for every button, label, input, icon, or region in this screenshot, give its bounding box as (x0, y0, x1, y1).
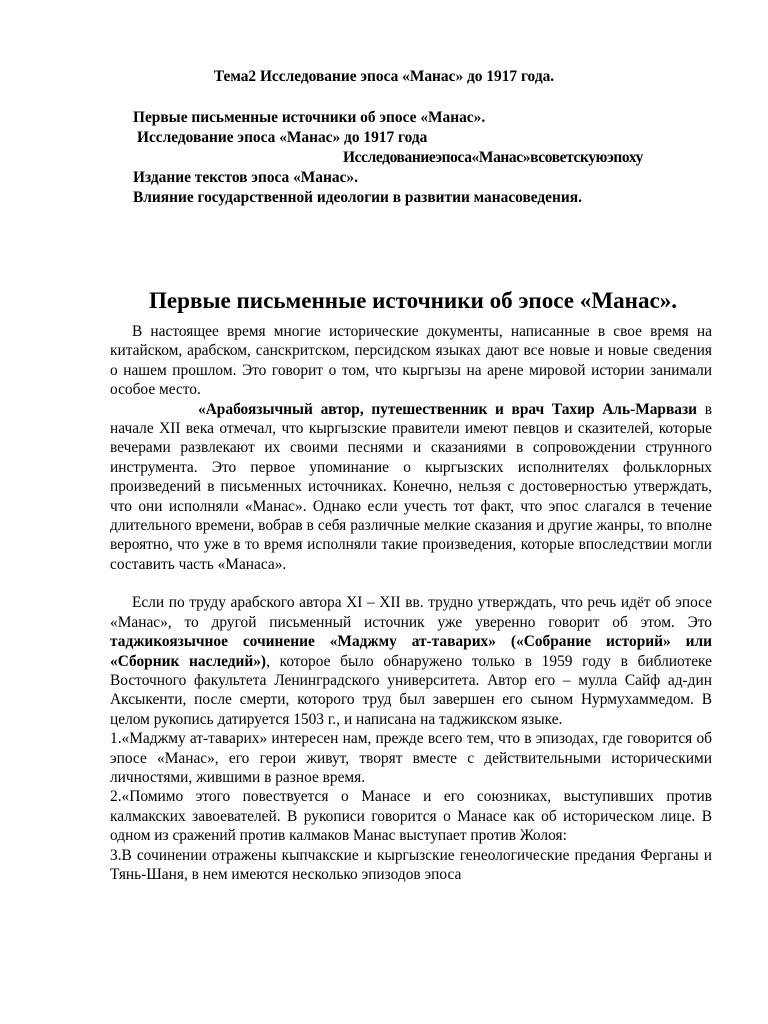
topic-outline (0, 108, 768, 208)
bold-text: «Арабоязычный автор, путешественник и врач Тахир Аль-Марвази (198, 400, 698, 418)
section-title: Первые письменные источники об эпосе «Манас». (148, 287, 678, 313)
numbered-item: 3.В сочинении отражены кыпчакские и кыргызские генеологические предания Ферганы и Тянь-Шаня, в нем имеются несколько эпизодов эпоса (110, 846, 712, 883)
document-title: Тема2 Исследование эпоса «Манас» до 1917 года. (213, 68, 555, 85)
outline-item: Исследованиеэпоса«Манас»всоветскуюэпоху (343, 149, 643, 166)
numbered-item: 2.«Помимо этого повествуется о Манасе и его союзниках, выступивших против калмакских завоевателей. В рукописи говорится о Манасе как об историческом лице. В одном из сражений против калмаков Манас выступает против Жолоя: (110, 788, 712, 845)
outline-item: Издание текстов эпоса «Манас». (133, 169, 358, 186)
paragraph-text: в начале XII века отмечал, что кыргызские правители имеют певцов и сказителей, которые вечерами развлекают их своими песнями и сказаниями в сопровождении струнного инструмента. Это первое упоминание о кыргызских исполнителях фольклорных произведений в письменных источниках. Конечно, нельзя с достоверностью утверждать, что они исполняли «Манас». Однако если учесть тот факт, что эпос слагался в течение длительного времени, вобрав в себя различные мелкие сказания и другие жанры, то вполне вероятно, что уже в то время исполняли такие произведения, которые впоследствии могли составить часть «Манаса». (110, 400, 713, 573)
paragraph (110, 593, 712, 729)
paragraph-text: Если по труду арабского автора XI – XII вв. трудно утверждать, что речь идёт об эпосе «Манас», то другой письменный источник уже уверенно говорит об этом. Это (110, 594, 712, 631)
paragraph-text: , которое было обнаружено только в 1959 году в библиотеке Восточного факультета Ленинградского университета. Автор его – мулла Сайф ад-дин Аксыкенти, после смерти, которого труд был завершен его сыном Нурмухаммедом. В целом рукопись датируется 1503 г., и написана на таджикском языке. (110, 652, 712, 728)
outline-item: Исследование эпоса «Манас» до 1917 года (137, 129, 428, 146)
paragraph (110, 400, 712, 575)
outline-item: Первые письменные источники об эпосе «Манас». (133, 109, 486, 126)
document-body (110, 322, 712, 884)
outline-item: Влияние государственной идеологии в развитии манасоведения. (133, 189, 582, 206)
numbered-item: 1.«Маджму ат-таварих» интересен нам, прежде всего тем, что в эпизодах, где говорится об эпосе «Манас», его герои живут, творят вместе с действительными историческими личностями, жившими в разное время. (110, 730, 712, 786)
bold-text: таджикоязычное сочинение «Маджму ат-таварих» («Собрание историй» или «Сборник наследий») (110, 633, 712, 670)
paragraph: В настоящее время многие исторические документы, написанные в свое время на китайском, арабском, санскритском, персидском языках дают все новые и новые сведения о нашем прошлом. Это говорит о том, что кыргызы на арене мировой истории занимали особое место. (110, 323, 712, 399)
